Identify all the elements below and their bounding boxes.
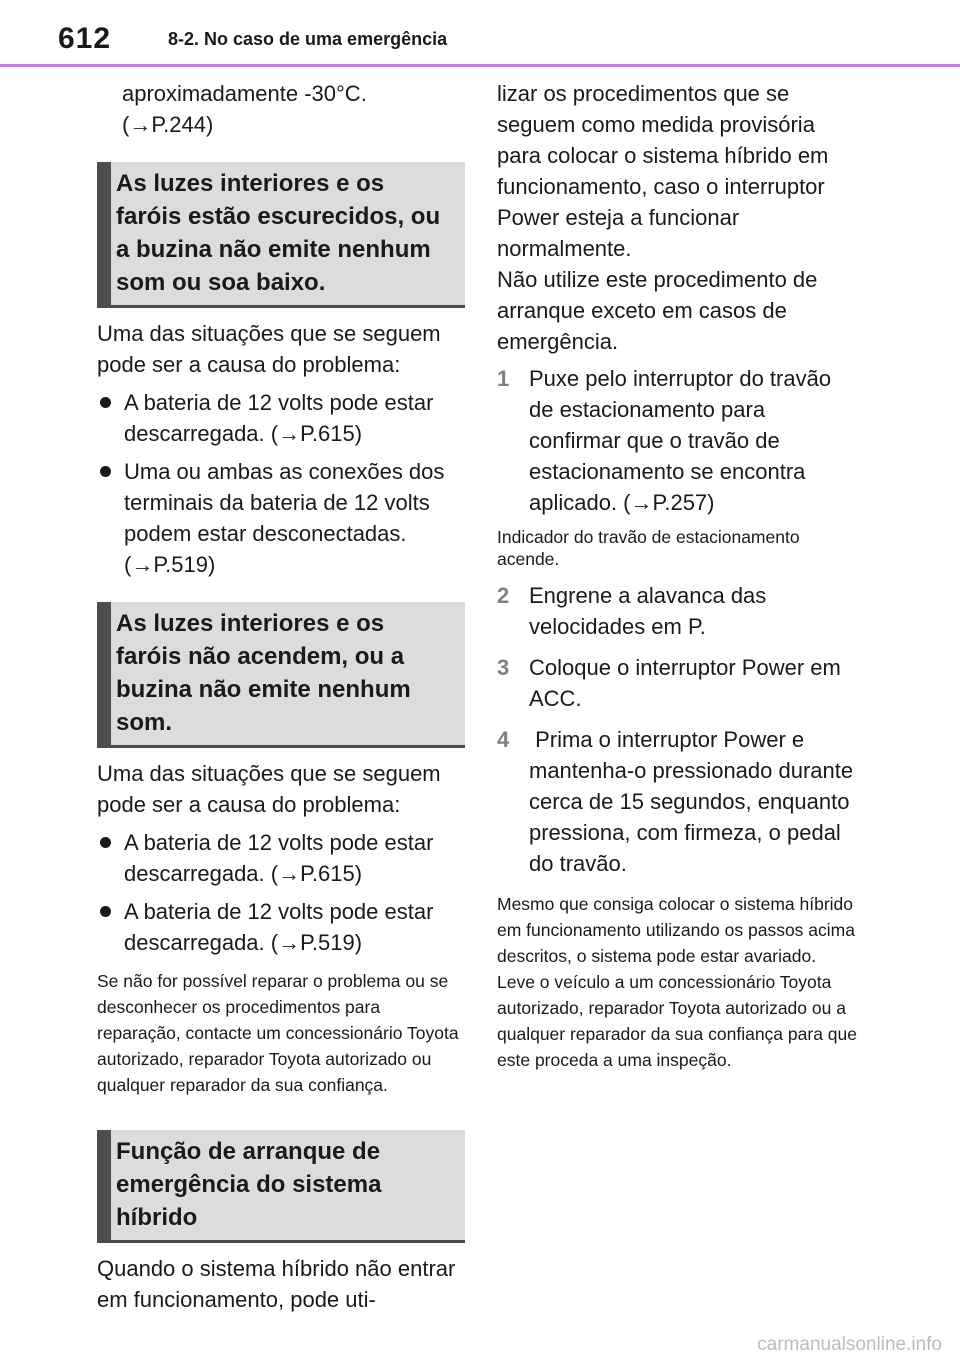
continued-text: aproximadamente -30°C. — [122, 81, 367, 106]
header-rule — [0, 64, 960, 67]
step-text: Puxe pelo interruptor do travão de estacionamento para confirmar que o travão de estacionamento se encontra aplicado. (→P.257) — [529, 366, 832, 515]
heading-box-dim-lights: As luzes interiores e os faróis estão escurecidos, ou a buzina não emite nenhum som ou soa baixo. — [97, 162, 465, 308]
step-number: 2 — [497, 583, 510, 608]
intro-text: Quando o sistema híbrido não entrar em funcionamento, pode uti- — [97, 1256, 456, 1312]
step-item — [497, 652, 857, 714]
step-text: Engrene a alavanca das velocidades em P. — [529, 583, 767, 639]
step-item — [497, 724, 860, 879]
page-reference: (→P.244) — [122, 112, 214, 137]
step-note: Indicador do travão de estacionamento acende. — [497, 527, 800, 569]
section-title: 8-2. No caso de uma emergência — [168, 29, 448, 49]
step-item — [497, 363, 857, 518]
heading-box-no-lights: As luzes interiores e os faróis não acendem, ou a buzina não emite nenhum som. — [97, 602, 465, 748]
note-text: Se não for possível reparar o problema ou se desconhecer os procedimentos para reparação, contacte um concessionário Toyota autorizado, reparador Toyota autorizado ou qualquer reparador da sua confiança. — [97, 971, 459, 1095]
right-column — [497, 78, 860, 1073]
watermark: carmanualsonline.info — [757, 1334, 942, 1355]
step-number: 3 — [497, 655, 510, 680]
final-note: Mesmo que consiga colocar o sistema híbrido em funcionamento utilizando os passos acima descritos, o sistema pode estar avariado. Leve o veículo a um concessionário Toyota autorizado, reparador Toyota autorizado ou a qualquer reparador da sua confiança para que este proceda a uma inspeção. — [497, 894, 857, 1070]
step-text: Prima o interruptor Power e mantenha-o pressionado durante cerca de 15 segundos, enquanto pressiona, com firmeza, o pedal do travão. — [529, 727, 860, 876]
page-number: 612 — [58, 22, 112, 55]
bullet-item: Uma ou ambas as conexões dos terminais da bateria de 12 volts podem estar desconectadas. (→P.519) — [97, 456, 465, 580]
step-number: 1 — [497, 366, 510, 391]
bullet-item: A bateria de 12 volts pode estar descarregada. (→P.615) — [97, 827, 465, 889]
step-text: Coloque o interruptor Power em ACC. — [529, 655, 841, 711]
step-number: 4 — [497, 727, 510, 752]
intro-text: Uma das situações que se seguem pode ser a causa do problema: — [97, 321, 441, 377]
body-text: lizar os procedimentos que se seguem como medida provisória para colocar o sistema híbrido em funcionamento, caso o interruptor Power esteja a funcionar normalmente. — [497, 81, 829, 261]
bullet-item: A bateria de 12 volts pode estar descarregada. (→P.615) — [97, 387, 465, 449]
body-text: Não utilize este procedimento de arranque exceto em casos de emergência. — [497, 267, 818, 354]
left-column — [97, 78, 465, 1315]
bullet-item: A bateria de 12 volts pode estar descarregada. (→P.519) — [97, 896, 465, 958]
step-item — [497, 580, 857, 642]
intro-text: Uma das situações que se seguem pode ser a causa do problema: — [97, 761, 441, 817]
heading-box-emergency-start: Função de arranque de emergência do sistema híbrido — [97, 1130, 465, 1243]
